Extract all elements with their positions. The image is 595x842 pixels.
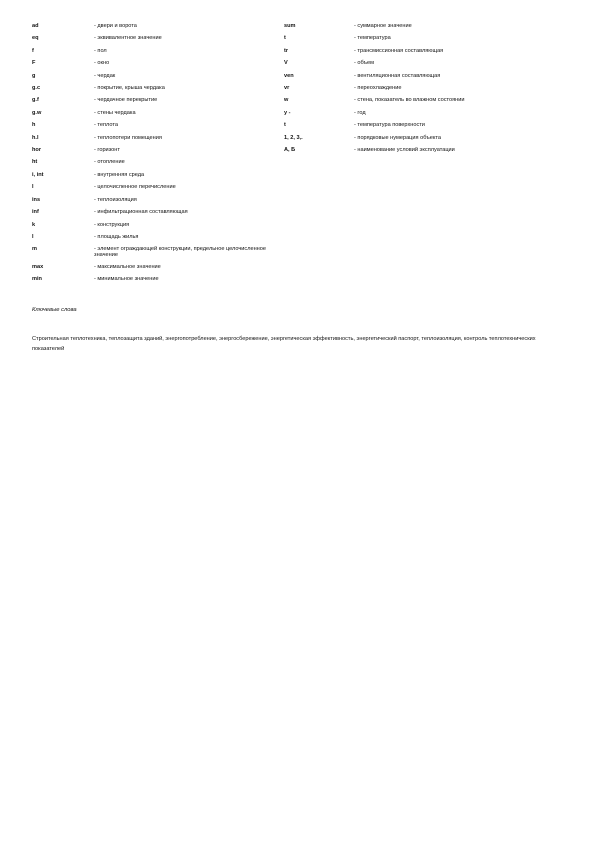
abbreviation-row xyxy=(32,20,282,32)
abbreviation-symbol: 1, 2, 3,. xyxy=(284,134,303,141)
abbreviation-description: - площадь жилья xyxy=(94,233,139,240)
abbreviation-row xyxy=(32,243,282,261)
abbreviation-row xyxy=(32,273,282,285)
abbreviation-symbol: ad xyxy=(32,23,39,29)
abbreviation-symbol: max xyxy=(32,264,44,270)
abbreviation-description: - теплоизоляция xyxy=(94,196,137,203)
abbreviation-row xyxy=(284,32,552,44)
abbreviation-symbol: y - xyxy=(284,109,291,116)
abbreviation-description: - инфильтрационная составляющая xyxy=(94,209,188,216)
keywords-title: Ключевые слова xyxy=(32,307,77,313)
abbreviation-description: - трансмиссионная составляющая xyxy=(354,47,444,54)
abbreviation-description: - пол xyxy=(94,47,107,54)
keywords-text: Строительная теплотехника, теплозащита зданий, энергопотребление, энергосбережение, энергетическая эффективность, энергетический паспорт, теплоизоляция, контроль теплотехнических показателей xyxy=(32,336,536,353)
abbreviation-description: - температура поверхности xyxy=(354,122,425,129)
abbreviation-symbol: m xyxy=(32,245,37,252)
abbreviation-description: - стены чердака xyxy=(94,109,136,116)
abbreviation-row xyxy=(32,206,282,218)
abbreviation-row xyxy=(32,194,282,206)
abbreviation-description: - отопление xyxy=(94,159,125,166)
abbreviation-symbol: t xyxy=(284,35,286,42)
abbreviation-description: - чердак xyxy=(94,72,116,79)
abbreviation-description: - стена, показатель во влажном состоянии xyxy=(354,97,465,104)
abbreviation-row xyxy=(32,181,282,193)
abbreviations-left-column xyxy=(32,20,282,286)
abbreviation-description: - эквивалентное значение xyxy=(94,35,162,42)
abbreviation-description: - теплопотери помещения xyxy=(94,134,162,141)
abbreviation-row xyxy=(32,70,282,82)
abbreviation-symbol: F xyxy=(32,60,36,67)
abbreviation-row xyxy=(284,119,552,131)
abbreviation-symbol: h xyxy=(32,122,36,129)
abbreviation-symbol: i, int xyxy=(32,171,44,178)
abbreviation-symbol: h.l xyxy=(32,134,39,141)
abbreviation-description: - конструкция xyxy=(94,221,130,228)
abbreviation-row xyxy=(32,57,282,69)
abbreviation-symbol: g.w xyxy=(32,109,42,116)
abbreviation-row xyxy=(32,144,282,156)
abbreviation-description: - чердачное перекрытие xyxy=(94,97,158,104)
abbreviation-row xyxy=(284,107,552,119)
abbreviation-symbol: l xyxy=(32,233,34,240)
abbreviation-row xyxy=(32,231,282,243)
abbreviation-description: - покрытие, крыша чердака xyxy=(94,85,165,92)
abbreviation-symbol: f xyxy=(32,47,34,54)
abbreviation-description: - целочисленное перечисление xyxy=(94,184,176,191)
abbreviation-description: - порядковые нумерация объекта xyxy=(354,134,441,141)
abbreviation-symbol: min xyxy=(32,276,42,283)
abbreviation-description: - минимальное значение xyxy=(94,276,159,283)
abbreviation-description: - объем xyxy=(354,60,374,67)
abbreviation-description: - год xyxy=(354,109,366,116)
abbreviation-symbol: tr xyxy=(284,47,289,54)
abbreviation-symbol: hor xyxy=(32,147,42,154)
abbreviation-symbol: g xyxy=(32,72,36,79)
abbreviation-row xyxy=(32,45,282,57)
abbreviation-symbol: V xyxy=(284,60,288,67)
abbreviation-symbol: l xyxy=(32,184,34,191)
abbreviation-row xyxy=(32,156,282,168)
abbreviation-symbol: ht xyxy=(32,159,38,166)
abbreviation-symbol: vr xyxy=(284,85,290,92)
abbreviation-description: - максимальное значение xyxy=(94,264,161,270)
abbreviation-row xyxy=(32,261,282,273)
abbreviation-row xyxy=(32,169,282,181)
abbreviation-row xyxy=(284,94,552,106)
abbreviation-row xyxy=(284,132,552,144)
abbreviation-row xyxy=(32,219,282,231)
abbreviation-row xyxy=(284,82,552,94)
abbreviation-description: - теплота xyxy=(94,122,118,129)
abbreviations-right-column xyxy=(284,20,552,156)
abbreviation-description: - горизонт xyxy=(94,147,120,154)
abbreviation-row xyxy=(284,144,552,156)
abbreviation-symbol: sum xyxy=(284,23,296,29)
abbreviation-description: - температура xyxy=(354,35,391,42)
abbreviation-row xyxy=(284,57,552,69)
abbreviation-row xyxy=(32,82,282,94)
abbreviation-symbol: t xyxy=(284,122,286,129)
abbreviation-row xyxy=(32,119,282,131)
abbreviation-description: - переохлаждение xyxy=(354,85,402,92)
abbreviation-row xyxy=(284,20,552,32)
abbreviation-symbol: ven xyxy=(284,72,294,79)
abbreviation-description: - внутренняя среда xyxy=(94,171,145,178)
abbreviation-symbol: g.f xyxy=(32,97,39,104)
abbreviation-description: - наименование условий эксплуатации xyxy=(354,147,455,154)
abbreviation-description: - двери и ворота xyxy=(94,23,137,29)
abbreviation-symbol: inf xyxy=(32,209,39,216)
abbreviation-symbol: k xyxy=(32,221,36,228)
abbreviation-description: - окно xyxy=(94,60,110,67)
abbreviation-row xyxy=(284,70,552,82)
abbreviation-row xyxy=(32,132,282,144)
abbreviation-description: - вентиляционная составляющая xyxy=(354,72,441,79)
abbreviation-symbol: ins xyxy=(32,196,41,203)
abbreviation-description: - элемент ограждающей конструкции, предельное целочисленное значение xyxy=(94,245,266,259)
abbreviation-row xyxy=(284,45,552,57)
abbreviation-symbol: w xyxy=(284,97,289,104)
abbreviation-row xyxy=(32,32,282,44)
abbreviation-row xyxy=(32,94,282,106)
abbreviation-symbol: A, Б xyxy=(284,147,296,154)
abbreviation-symbol: eq xyxy=(32,35,39,42)
abbreviation-description: - суммарное значение xyxy=(354,23,412,29)
abbreviation-symbol: g.c xyxy=(32,85,41,92)
abbreviation-row xyxy=(32,107,282,119)
